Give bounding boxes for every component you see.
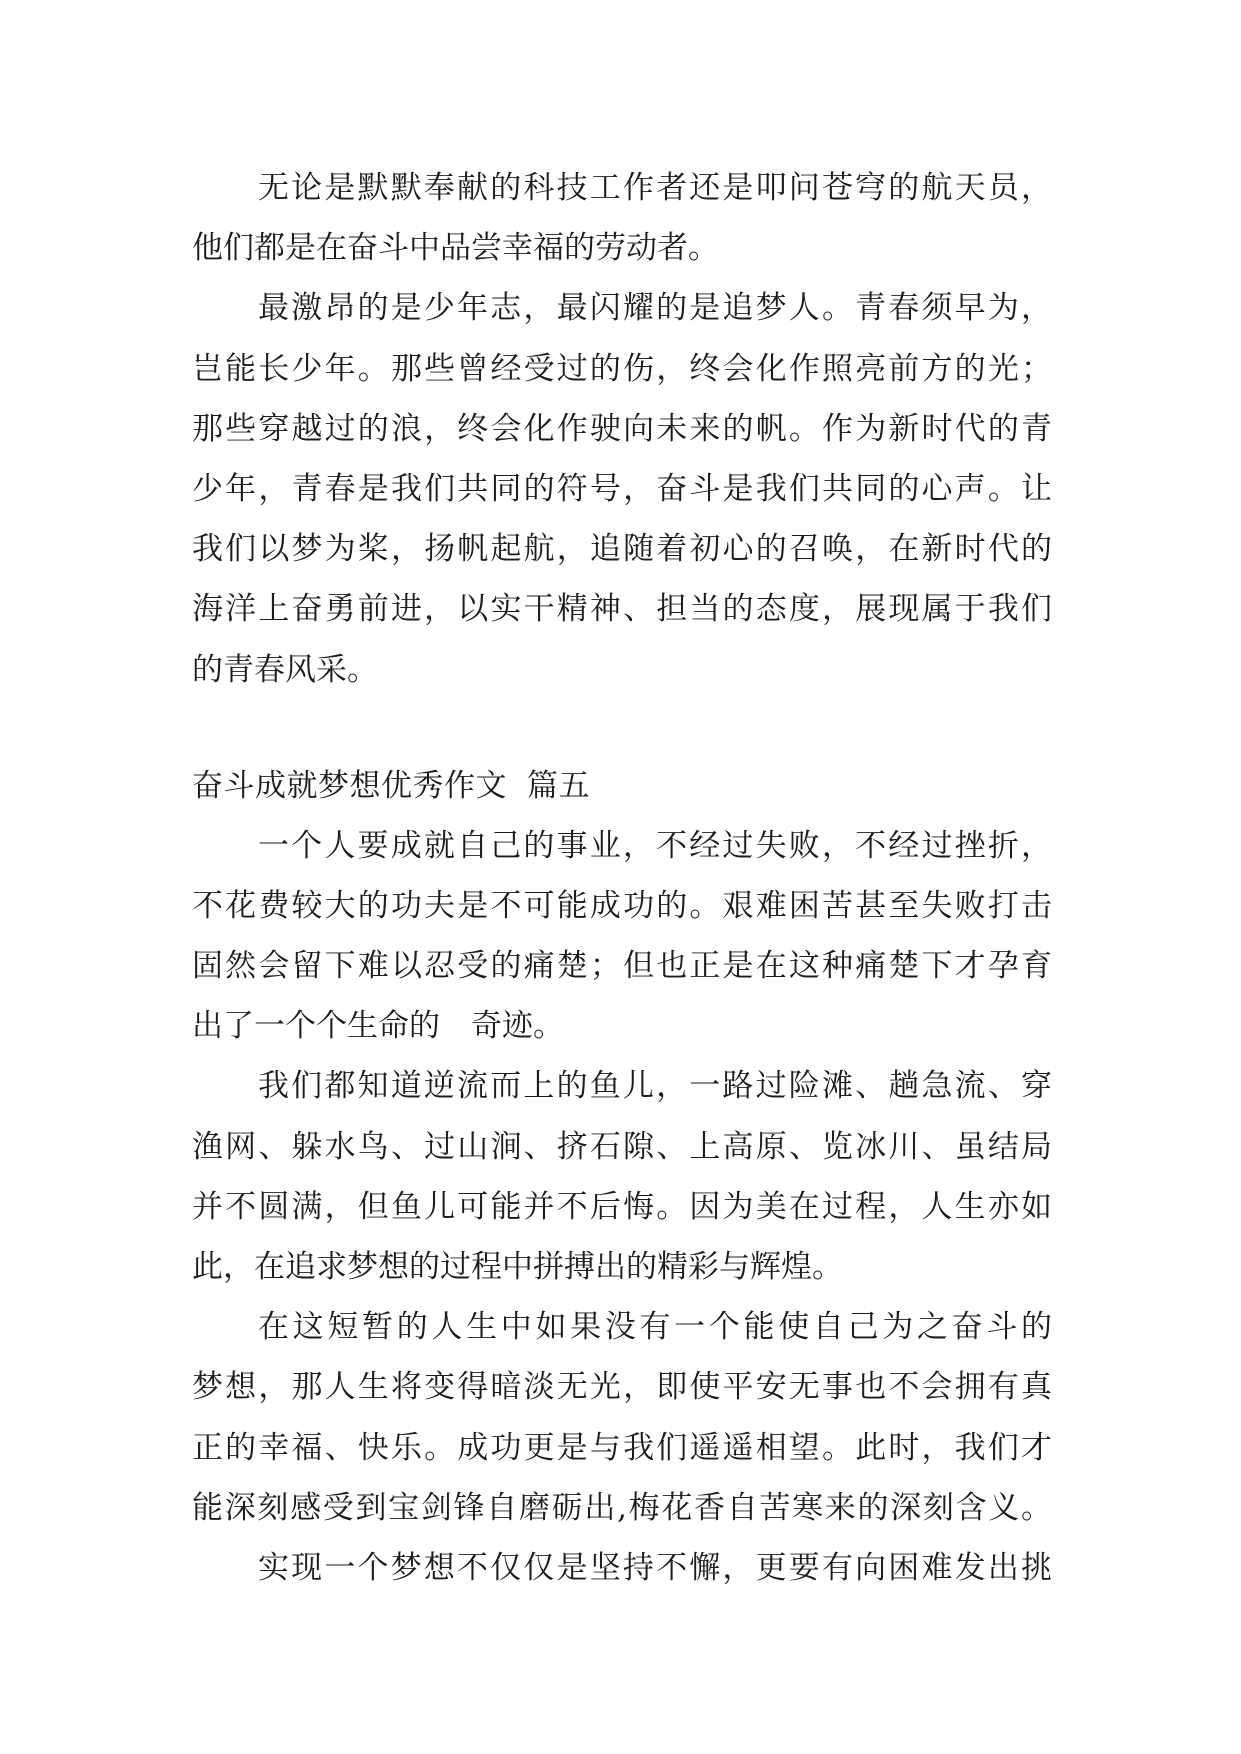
paragraph-line: 一个人要成就自己的事业，不经过失败，不经过挫折， [258, 827, 1052, 864]
paragraph-line: 固然会留下难以忍受的痛楚；但也正是在这种痛楚下才孕育 [192, 948, 1052, 985]
paragraph-line: 少年，青春是我们共同的符号，奋斗是我们共同的心声。让 [192, 470, 1052, 507]
paragraph-line: 出了一个个生命的 奇迹。 [192, 1008, 564, 1045]
paragraph-line: 我们以梦为桨，扬帆起航，追随着初心的召唤，在新时代的 [192, 531, 1052, 568]
paragraph-line: 实现一个梦想不仅仅是坚持不懈，更要有向困难发出挑 [258, 1549, 1052, 1586]
paragraph-line: 我们都知道逆流而上的鱼儿，一路过险滩、趟急流、穿 [258, 1068, 1052, 1105]
paragraph-line: 的青春风采。 [192, 651, 378, 688]
paragraph-line: 正的幸福、快乐。成功更是与我们遥遥相望。此时，我们才 [192, 1429, 1052, 1466]
section-spacer [192, 700, 1052, 756]
document-body [192, 158, 1052, 1598]
paragraph-line: 梦想，那人生将变得暗淡无光，即使平安无事也不会拥有真 [192, 1369, 1052, 1406]
paragraph-line: 最激昂的是少年志，最闪耀的是追梦人。青春须早为， [258, 290, 1052, 327]
heading-title: 奋斗成就梦想优秀作文 [192, 767, 507, 804]
heading-suffix: 篇五 [527, 767, 590, 804]
paragraph-line: 无论是默默奉献的科技工作者还是叩问苍穹的航天员， [258, 170, 1052, 206]
paragraph-line: 不花费较大的功夫是不可能成功的。艰难困苦甚至失败打击 [192, 887, 1052, 924]
paragraph-line: 海洋上奋勇前进，以实干精神、担当的态度，展现属于我们 [192, 591, 1052, 628]
paragraph-line: 此，在追求梦想的过程中拼搏出的精彩与辉煌。 [192, 1249, 843, 1285]
section-heading [192, 756, 1052, 816]
paragraph-line: 能深刻感受到宝剑锋自磨砺出,梅花香自苦寒来的深刻含义。 [192, 1489, 1052, 1526]
paragraph-line: 在这短暂的人生中如果没有一个能使自己为之奋斗的 [258, 1309, 1052, 1346]
paragraph-line: 渔网、躲水鸟、过山涧、挤石隙、上高原、览冰川、虽结局 [192, 1128, 1052, 1165]
paragraph-line: 岂能长少年。那些曾经受过的伤，终会化作照亮前方的光； [192, 350, 1052, 387]
paragraph-line: 他们都是在奋斗中品尝幸福的劳动者。 [192, 230, 719, 267]
paragraph-line: 那些穿越过的浪，终会化作驶向未来的帆。作为新时代的青 [192, 410, 1052, 447]
paragraph-line: 并不圆满，但鱼儿可能并不后悔。因为美在过程，人生亦如 [192, 1188, 1052, 1225]
